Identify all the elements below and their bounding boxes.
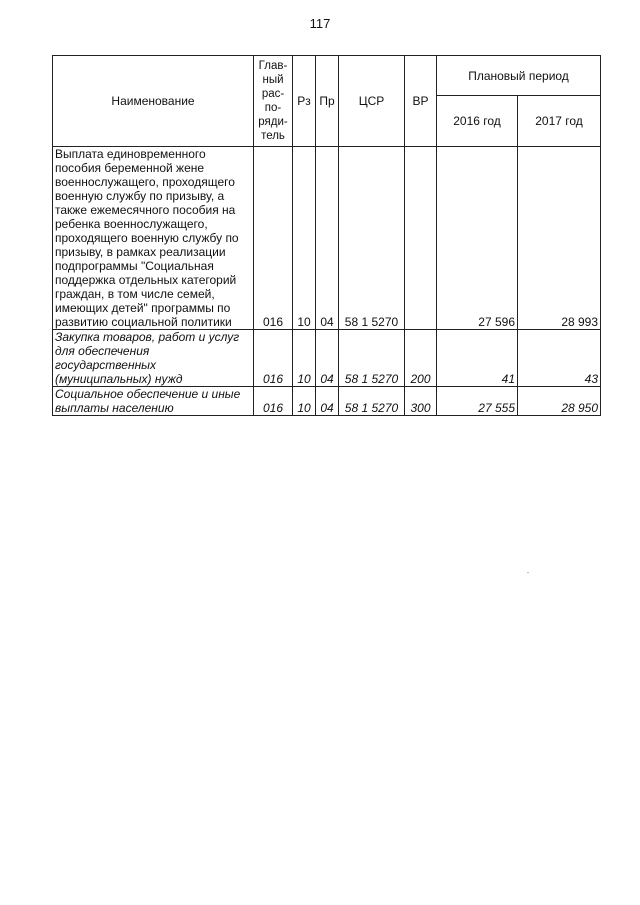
row-csr: 58 1 5270: [339, 387, 405, 416]
row-csr: 58 1 5270: [339, 147, 405, 330]
row-manager: 016: [254, 330, 293, 387]
row-value-2016: 27 596: [437, 147, 518, 330]
row-rz: 10: [293, 330, 316, 387]
row-vr: 200: [405, 330, 437, 387]
row-vr: 300: [405, 387, 437, 416]
row-vr: [405, 147, 437, 330]
row-value-2016: 27 555: [437, 387, 518, 416]
row-value-2016: 41: [437, 330, 518, 387]
header-row-top: [53, 56, 601, 96]
page-number: 117: [309, 16, 331, 31]
budget-table: [52, 55, 601, 416]
table-row: [53, 147, 601, 330]
header-csr: ЦСР: [339, 56, 405, 147]
row-csr: 58 1 5270: [339, 330, 405, 387]
row-rz: 10: [293, 387, 316, 416]
row-manager: 016: [254, 387, 293, 416]
row-rz: 10: [293, 147, 316, 330]
header-planned-period: Плановый период: [437, 56, 601, 96]
header-rz: Рз: [293, 56, 316, 147]
row-name: Социальное обеспечение и иные выплаты населению: [53, 387, 254, 416]
row-manager: 016: [254, 147, 293, 330]
row-pr: 04: [316, 147, 339, 330]
row-value-2017: 28 993: [518, 147, 601, 330]
header-vr: ВР: [405, 56, 437, 147]
row-pr: 04: [316, 387, 339, 416]
header-manager: Глав- ный рас- по- ряди- тель: [254, 56, 293, 147]
header-name: Наименование: [53, 56, 254, 147]
row-name: Закупка товаров, работ и услуг для обеспечения государственных (муниципальных) нужд: [53, 330, 254, 387]
row-name: Выплата единовременного пособия беременной жене военнослужащего, проходящего военную службу по призыву, а также ежемесячного пособия на ребенка военнослужащего, проходящего военную службу по призыву, в рамках реализации подпрограммы "Социальная поддержка отдельных категорий граждан, в том числе семей, имеющих детей" программы по развитию социальной политики: [53, 147, 254, 330]
table-row: [53, 387, 601, 416]
row-pr: 04: [316, 330, 339, 387]
table-row: [53, 330, 601, 387]
header-year-2017: 2017 год: [518, 96, 601, 147]
header-pr: Пр: [316, 56, 339, 147]
row-value-2017: 28 950: [518, 387, 601, 416]
row-value-2017: 43: [518, 330, 601, 387]
header-year-2016: 2016 год: [437, 96, 518, 147]
scan-speck: [527, 572, 529, 573]
